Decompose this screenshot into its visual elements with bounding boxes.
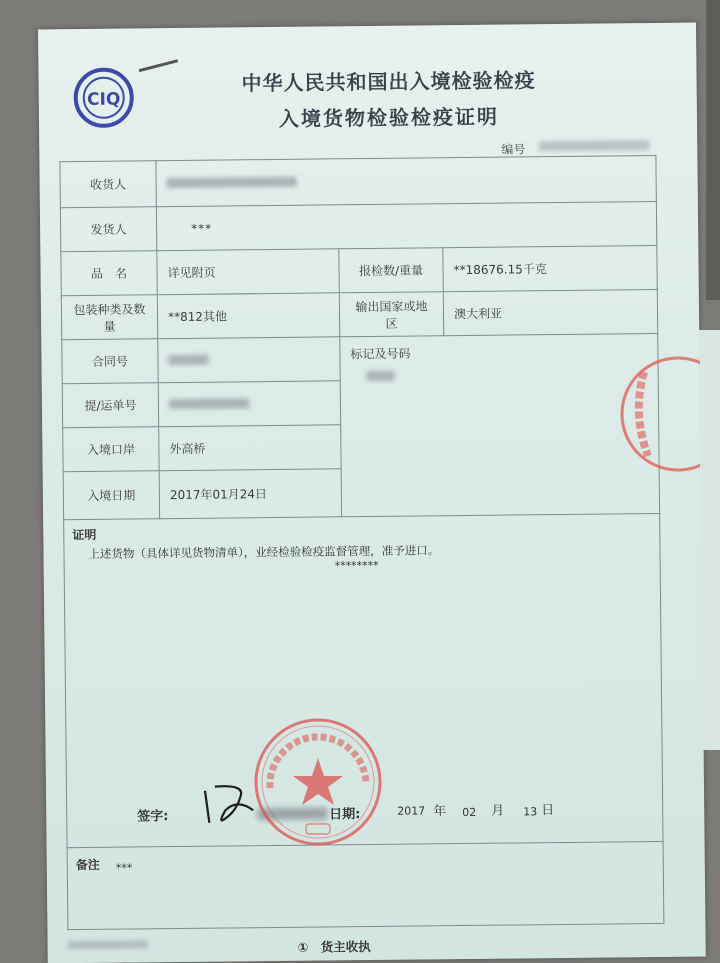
date-day-unit: 日 xyxy=(541,803,555,819)
underlying-sheet xyxy=(698,330,720,750)
consignee-value xyxy=(156,155,656,206)
pen-stroke xyxy=(139,59,178,72)
issuing-authority: 中华人民共和国出入境检验检疫 xyxy=(241,68,536,96)
svg-text:CIQ: CIQ xyxy=(87,89,121,110)
entry-port-label: 入境口岸 xyxy=(63,427,159,472)
remarks-label: 备注 xyxy=(75,857,100,873)
official-seal-stamp xyxy=(248,712,388,852)
quantity-label: 报检数/重量 xyxy=(339,248,443,293)
bill-of-lading-label: 提/运单号 xyxy=(62,383,158,428)
entry-date-value: 2017年01月24日 xyxy=(159,469,341,519)
entry-port-value: 外高桥 xyxy=(159,425,341,471)
serial-number-redacted xyxy=(539,140,649,151)
entry-date-label: 入境日期 xyxy=(63,471,159,520)
origin-label: 输出国家或地区 xyxy=(339,292,443,337)
consignor-label: 发货人 xyxy=(60,207,156,252)
date-year: 2017 xyxy=(397,804,426,818)
certification-text: 上述货物（具体详见货物清单），业经检验检疫监督管理，准予进口。 xyxy=(88,543,440,561)
origin-value: 澳大利亚 xyxy=(443,289,657,335)
contract-value xyxy=(158,337,340,383)
copy-designation: ① 货主收执 xyxy=(297,939,371,955)
quantity-value: **18676.15千克 xyxy=(443,245,657,291)
goods-name-label: 品 名 xyxy=(61,251,157,296)
contract-label: 合同号 xyxy=(62,339,158,384)
date-month: 02 xyxy=(462,805,477,820)
ciq-logo-icon xyxy=(72,66,135,129)
consignee-label: 收货人 xyxy=(60,161,156,208)
remarks-value: *** xyxy=(115,861,133,875)
document-title: 入境货物检验检疫证明 xyxy=(278,104,500,131)
signature-label: 签字: xyxy=(137,809,169,825)
goods-name-value: 详见附页 xyxy=(157,249,339,295)
marks-label: 标记及号码 xyxy=(350,346,411,362)
partial-seal-stamp xyxy=(592,352,700,476)
package-label: 包装种类及数量 xyxy=(61,295,157,340)
date-year-unit: 年 xyxy=(433,804,447,820)
consignor-value: *** xyxy=(156,201,656,250)
desk-background xyxy=(706,0,720,300)
date-label: 日期: xyxy=(329,807,361,823)
remarks-section xyxy=(67,841,664,929)
date-day: 13 xyxy=(523,805,538,819)
certification-stars: ******** xyxy=(334,558,379,573)
serial-label: 编号 xyxy=(501,142,526,157)
date-month-unit: 月 xyxy=(491,803,505,819)
footer-code-redacted xyxy=(68,940,148,949)
certification-heading: 证明 xyxy=(72,527,97,543)
bill-of-lading-value xyxy=(158,381,340,427)
package-value: **812其他 xyxy=(157,293,339,339)
